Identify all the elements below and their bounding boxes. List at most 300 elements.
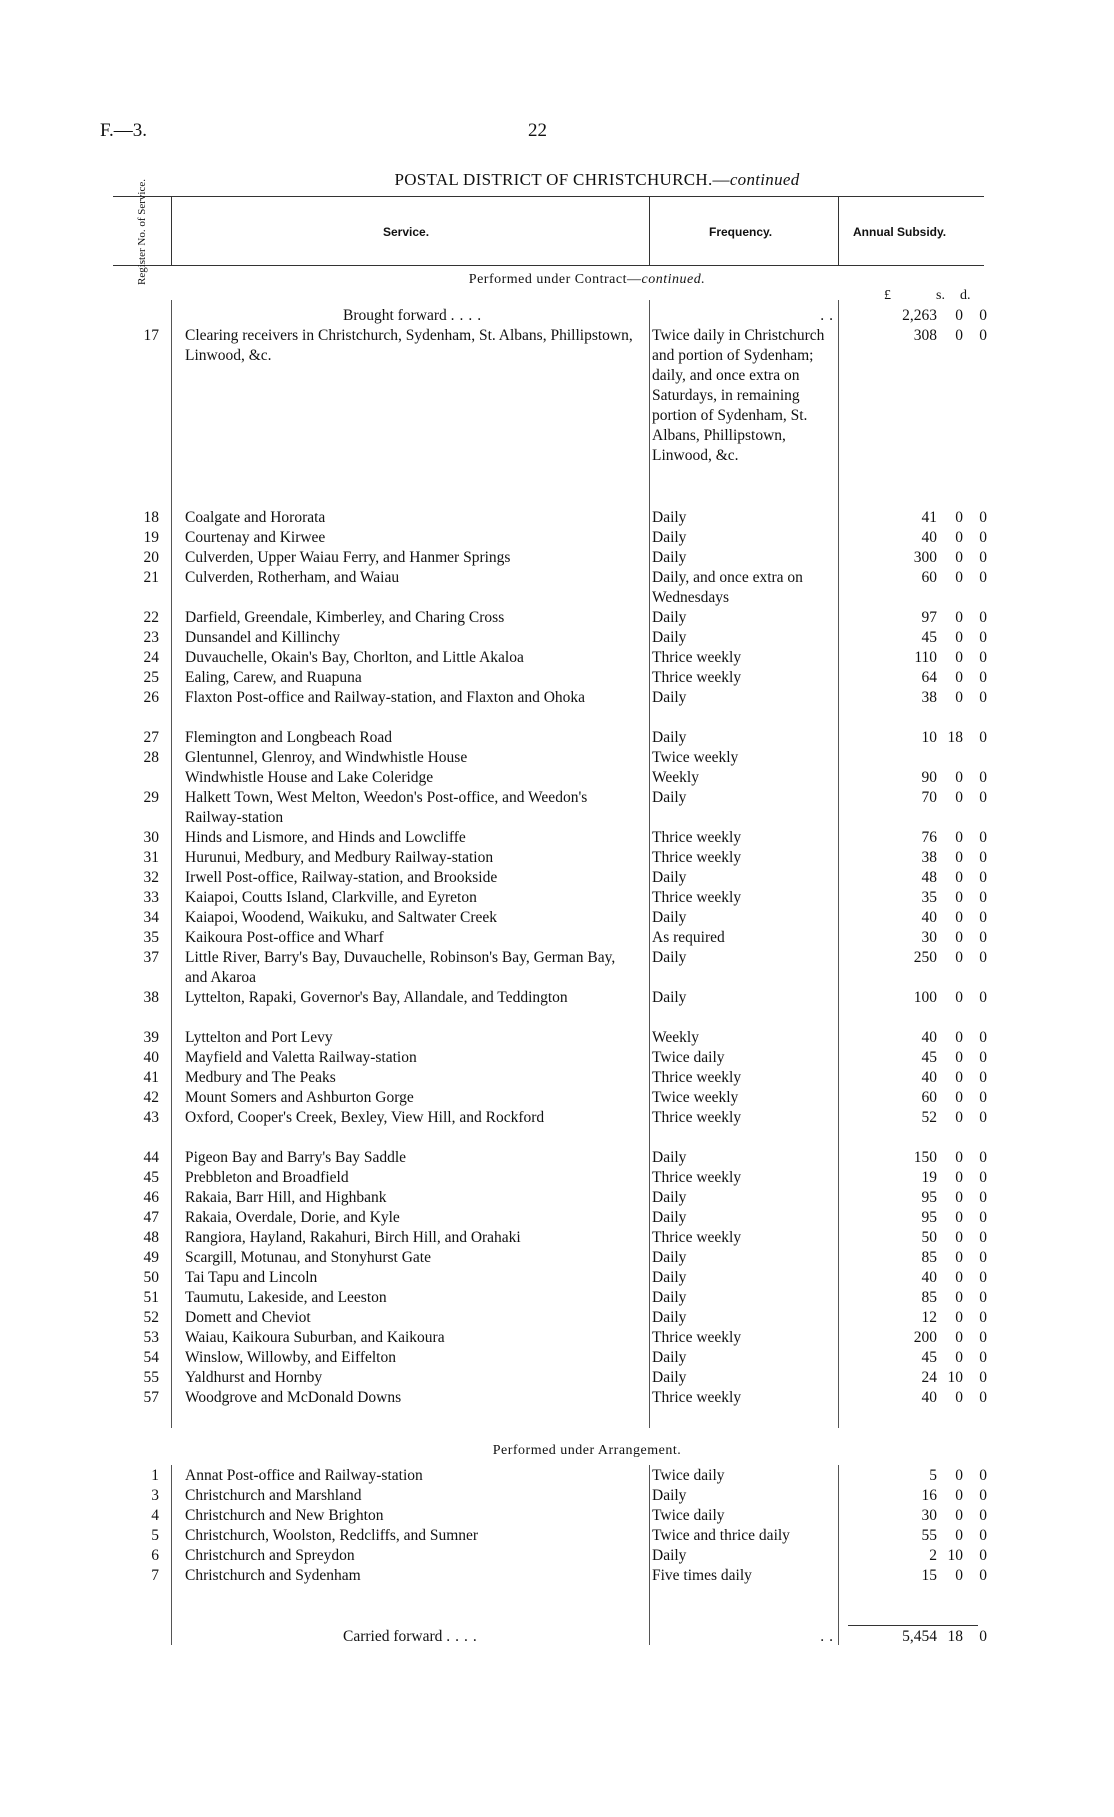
service-cell: Christchurch and Sydenham — [185, 1567, 361, 1584]
subsidy-pence: 0 — [979, 1329, 987, 1346]
subsidy-pounds: 16 — [921, 1487, 937, 1504]
service-cell: Waiau, Kaikoura Suburban, and Kaikoura — [185, 1329, 445, 1346]
subsidy-shillings: 0 — [955, 669, 963, 686]
subsidy-pounds: 64 — [921, 669, 937, 686]
subsidy-pounds: 35 — [921, 889, 937, 906]
carried-forward-shillings: 18 — [947, 1628, 963, 1645]
unit-pounds: £ — [884, 288, 891, 303]
dot-leader: .. — [820, 307, 838, 324]
register-number: 25 — [143, 669, 159, 686]
frequency-cell: Five times daily — [652, 1567, 752, 1584]
unit-shillings: s. — [936, 288, 945, 303]
frequency-cell: Daily — [652, 1309, 687, 1326]
frequency-cell: Twice weekly — [652, 1089, 739, 1106]
subsidy-shillings: 0 — [955, 1229, 963, 1246]
frequency-cell: Daily — [652, 549, 687, 566]
subsidy-shillings: 0 — [955, 1169, 963, 1186]
subsidy-pence: 0 — [979, 689, 987, 706]
subsidy-shillings: 0 — [955, 529, 963, 546]
service-cell: Mayfield and Valetta Railway-station — [185, 1049, 417, 1066]
header-register — [120, 179, 164, 285]
subsidy-pence: 0 — [979, 1369, 987, 1386]
subsidy-pounds: 45 — [921, 1049, 937, 1066]
service-cell: Windwhistle House and Lake Coleridge — [185, 769, 434, 786]
service-cell: Scargill, Motunau, and Stonyhurst Gate — [185, 1249, 431, 1266]
subsidy-pence: 0 — [979, 1169, 987, 1186]
subsidy-pence: 0 — [979, 1349, 987, 1366]
subsidy-pounds: 38 — [921, 689, 937, 706]
header-register-label: Register No. of Service. — [136, 179, 148, 285]
frequency-cell: Thrice weekly — [652, 889, 742, 906]
frequency-cell: Thrice weekly — [652, 1069, 742, 1086]
page-title — [0, 170, 1114, 190]
register-number: 39 — [143, 1029, 159, 1046]
subsidy-pence: 0 — [979, 569, 987, 586]
service-cell: Lyttelton and Port Levy — [185, 1029, 333, 1046]
subsidy-shillings: 0 — [955, 1249, 963, 1266]
register-number: 27 — [143, 729, 159, 746]
register-number: 42 — [143, 1089, 159, 1106]
frequency-cell: Daily — [652, 949, 687, 966]
register-number: 33 — [143, 889, 159, 906]
frequency-cell: Daily — [652, 1249, 687, 1266]
service-cell: Prebbleton and Broadfield — [185, 1169, 349, 1186]
service-cell: Rakaia, Overdale, Dorie, and Kyle — [185, 1209, 400, 1226]
frequency-cell: Daily — [652, 869, 687, 886]
subsidy-pounds: 5 — [929, 1467, 937, 1484]
subsidy-pence: 0 — [979, 909, 987, 926]
register-number: 3 — [151, 1487, 159, 1504]
subsidy-pounds: 60 — [921, 569, 937, 586]
subsidy-pence: 0 — [979, 1049, 987, 1066]
page-number: 22 — [528, 120, 547, 141]
frequency-cell: Twice daily — [652, 1467, 725, 1484]
subsidy-pounds: 95 — [921, 1189, 937, 1206]
subsidy-pence: 0 — [979, 1069, 987, 1086]
service-cell: Irwell Post-office, Railway-station, and Brookside — [185, 869, 498, 886]
frequency-cell: Twice and thrice daily — [652, 1527, 790, 1544]
subsidy-pence: 0 — [979, 789, 987, 806]
subsidy-shillings: 0 — [955, 829, 963, 846]
service-cell: Christchurch and New Brighton — [185, 1507, 384, 1524]
register-number: 24 — [143, 649, 159, 666]
subsidy-shillings: 0 — [955, 327, 963, 344]
frequency-cell: Thrice weekly — [652, 1169, 742, 1186]
service-cell: Glentunnel, Glenroy, and Windwhistle House — [185, 749, 468, 766]
register-number: 47 — [143, 1209, 159, 1226]
brought-forward-label: Brought forward .... — [343, 307, 487, 324]
subsidy-pounds: 38 — [921, 849, 937, 866]
subsidy-shillings: 0 — [955, 909, 963, 926]
subsidy-pence: 0 — [979, 1089, 987, 1106]
subsidy-pounds: 45 — [921, 1349, 937, 1366]
column-rule — [171, 300, 172, 1428]
frequency-cell: Twice daily — [652, 1049, 725, 1066]
frequency-cell: Twice daily — [652, 1507, 725, 1524]
subsidy-shillings: 0 — [955, 1467, 963, 1484]
subsidy-pence: 0 — [979, 869, 987, 886]
frequency-cell: Daily — [652, 529, 687, 546]
brought-forward-pounds: 2,263 — [902, 307, 937, 324]
subsidy-pence: 0 — [979, 1309, 987, 1326]
subsidy-pounds: 24 — [921, 1369, 937, 1386]
section-contract-label: Performed under Contract— — [468, 272, 642, 287]
frequency-cell: Weekly — [652, 769, 699, 786]
frequency-cell: Thrice weekly — [652, 1229, 742, 1246]
column-rule — [838, 300, 839, 1428]
subsidy-pence: 0 — [979, 1029, 987, 1046]
subsidy-pence: 0 — [979, 1567, 987, 1584]
subsidy-shillings: 0 — [955, 929, 963, 946]
subsidy-pence: 0 — [979, 669, 987, 686]
service-cell: Halkett Town, West Melton, Weedon's Post-office, and Weedon's Railway-station — [185, 789, 588, 826]
service-cell: Annat Post-office and Railway-station — [185, 1467, 423, 1484]
subsidy-pounds: 85 — [921, 1249, 937, 1266]
service-cell: Tai Tapu and Lincoln — [185, 1269, 318, 1286]
frequency-cell: Thrice weekly — [652, 1109, 742, 1126]
subsidy-shillings: 0 — [955, 789, 963, 806]
carried-forward-pence: 0 — [979, 1628, 987, 1645]
register-number: 55 — [143, 1369, 159, 1386]
total-rule — [848, 1625, 978, 1626]
service-cell: Hurunui, Medbury, and Medbury Railway-station — [185, 849, 494, 866]
header-service: Service. — [383, 225, 430, 239]
subsidy-pounds: 95 — [921, 1209, 937, 1226]
register-number: 44 — [143, 1149, 159, 1166]
header-frequency: Frequency. — [709, 225, 773, 239]
subsidy-shillings: 0 — [955, 1389, 963, 1406]
frequency-cell: Thrice weekly — [652, 669, 742, 686]
section-contract-continued: continued. — [641, 272, 706, 287]
subsidy-pounds: 40 — [921, 529, 937, 546]
brought-forward-shillings: 0 — [955, 307, 963, 324]
subsidy-pounds: 150 — [913, 1149, 937, 1166]
register-number: 19 — [143, 529, 159, 546]
column-rule — [649, 300, 650, 1428]
subsidy-pounds: 45 — [921, 629, 937, 646]
register-number: 49 — [143, 1249, 159, 1266]
subsidy-pence: 0 — [979, 1527, 987, 1544]
subsidy-shillings: 0 — [955, 609, 963, 626]
service-cell: Kaiapoi, Coutts Island, Clarkville, and Eyreton — [185, 889, 477, 906]
subsidy-pounds: 250 — [913, 949, 937, 966]
subsidy-pence: 0 — [979, 609, 987, 626]
column-rule — [649, 1465, 650, 1645]
subsidy-pence: 0 — [979, 829, 987, 846]
service-cell: Oxford, Cooper's Creek, Bexley, View Hill, and Rockford — [185, 1109, 545, 1126]
register-number: 18 — [143, 509, 159, 526]
subsidy-pence: 0 — [979, 1289, 987, 1306]
column-rule — [838, 1465, 839, 1645]
frequency-cell: Daily — [652, 1209, 687, 1226]
subsidy-pounds: 308 — [913, 327, 937, 344]
register-number: 40 — [143, 1049, 159, 1066]
title-continued: continued — [729, 170, 800, 189]
subsidy-pence: 0 — [979, 729, 987, 746]
subsidy-shillings: 0 — [955, 1069, 963, 1086]
subsidy-pence: 0 — [979, 769, 987, 786]
service-cell: Flaxton Post-office and Railway-station, and Flaxton and Ohoka — [185, 689, 586, 706]
subsidy-shillings: 0 — [955, 1029, 963, 1046]
service-cell: Kaikoura Post-office and Wharf — [185, 929, 384, 946]
subsidy-shillings: 0 — [955, 1309, 963, 1326]
frequency-cell: Daily — [652, 1547, 687, 1564]
subsidy-shillings: 0 — [955, 1189, 963, 1206]
frequency-cell: Daily — [652, 689, 687, 706]
register-number: 34 — [143, 909, 159, 926]
register-number: 20 — [143, 549, 159, 566]
subsidy-pounds: 40 — [921, 909, 937, 926]
subsidy-shillings: 0 — [955, 889, 963, 906]
register-number: 46 — [143, 1189, 159, 1206]
subsidy-shillings: 0 — [955, 509, 963, 526]
register-number: 17 — [143, 327, 159, 344]
carried-forward-label: Carried forward .... — [343, 1628, 482, 1645]
subsidy-pence: 0 — [979, 989, 987, 1006]
register-number: 57 — [143, 1389, 159, 1406]
subsidy-pounds: 30 — [921, 929, 937, 946]
header-divider — [171, 197, 172, 265]
frequency-cell: Daily — [652, 1269, 687, 1286]
register-number: 45 — [143, 1169, 159, 1186]
header-divider — [838, 197, 839, 265]
frequency-cell: Daily — [652, 789, 687, 806]
subsidy-shillings: 0 — [955, 1487, 963, 1504]
subsidy-pounds: 40 — [921, 1029, 937, 1046]
subsidy-pence: 0 — [979, 1209, 987, 1226]
frequency-cell: Daily — [652, 1289, 687, 1306]
frequency-cell: Daily — [652, 1149, 687, 1166]
subsidy-shillings: 0 — [955, 1049, 963, 1066]
subsidy-pounds: 300 — [913, 549, 937, 566]
service-cell: Mount Somers and Ashburton Gorge — [185, 1089, 414, 1106]
service-cell: Winslow, Willowby, and Eiffelton — [185, 1349, 396, 1366]
subsidy-pounds: 48 — [921, 869, 937, 886]
register-number: 26 — [143, 689, 159, 706]
service-cell: Duvauchelle, Okain's Bay, Chorlton, and Little Akaloa — [185, 649, 524, 666]
subsidy-pounds: 41 — [921, 509, 937, 526]
subsidy-pounds: 90 — [921, 769, 937, 786]
subsidy-shillings: 0 — [955, 849, 963, 866]
subsidy-shillings: 10 — [947, 1547, 963, 1564]
subsidy-pence: 0 — [979, 949, 987, 966]
register-number: 35 — [143, 929, 159, 946]
subsidy-shillings: 0 — [955, 949, 963, 966]
subsidy-pounds: 200 — [913, 1329, 937, 1346]
subsidy-pounds: 40 — [921, 1069, 937, 1086]
frequency-cell: Thrice weekly — [652, 649, 742, 666]
subsidy-shillings: 0 — [955, 1349, 963, 1366]
frequency-cell: Daily — [652, 909, 687, 926]
service-cell: Darfield, Greendale, Kimberley, and Charing Cross — [185, 609, 505, 626]
register-number: 31 — [143, 849, 159, 866]
subsidy-pence: 0 — [979, 1149, 987, 1166]
subsidy-shillings: 0 — [955, 569, 963, 586]
subsidy-pence: 0 — [979, 1249, 987, 1266]
carried-forward-pounds: 5,454 — [902, 1628, 937, 1645]
subsidy-pounds: 70 — [921, 789, 937, 806]
service-cell: Medbury and The Peaks — [185, 1069, 336, 1086]
frequency-cell: Daily — [652, 729, 687, 746]
section-contract-heading — [0, 272, 1114, 288]
service-cell: Christchurch and Spreydon — [185, 1547, 355, 1564]
subsidy-shillings: 0 — [955, 1149, 963, 1166]
header-divider — [649, 197, 650, 265]
service-cell: Culverden, Rotherham, and Waiau — [185, 569, 400, 586]
frequency-cell: Daily — [652, 1369, 687, 1386]
header-subsidy: Annual Subsidy. — [853, 225, 947, 239]
service-cell: Culverden, Upper Waiau Ferry, and Hanmer Springs — [185, 549, 511, 566]
subsidy-pence: 0 — [979, 529, 987, 546]
frequency-cell: Twice daily in Christchurch and portion of Sydenham; daily, and once extra on Saturdays, in remaining portion of Sydenham, St. Albans, Phillipstown, Linwood, &c. — [652, 327, 825, 464]
subsidy-pounds: 60 — [921, 1089, 937, 1106]
frequency-cell: Thrice weekly — [652, 849, 742, 866]
subsidy-pence: 0 — [979, 649, 987, 666]
register-number: 53 — [143, 1329, 159, 1346]
subsidy-pence: 0 — [979, 1189, 987, 1206]
service-cell: Courtenay and Kirwee — [185, 529, 326, 546]
subsidy-pounds: 97 — [921, 609, 937, 626]
register-number: 43 — [143, 1109, 159, 1126]
subsidy-shillings: 0 — [955, 649, 963, 666]
subsidy-pence: 0 — [979, 629, 987, 646]
register-number: 30 — [143, 829, 159, 846]
frequency-cell: Daily — [652, 1487, 687, 1504]
service-cell: Yaldhurst and Hornby — [185, 1369, 323, 1386]
subsidy-shillings: 18 — [947, 729, 963, 746]
service-cell: Ealing, Carew, and Ruapuna — [185, 669, 362, 686]
subsidy-shillings: 0 — [955, 869, 963, 886]
service-cell: Flemington and Longbeach Road — [185, 729, 393, 746]
frequency-cell: Thrice weekly — [652, 1329, 742, 1346]
subsidy-pounds: 2 — [929, 1547, 937, 1564]
subsidy-pounds: 15 — [921, 1567, 937, 1584]
title-main: POSTAL DISTRICT OF CHRISTCHURCH.— — [394, 170, 730, 189]
register-number: 21 — [143, 569, 159, 586]
frequency-cell: Daily — [652, 509, 687, 526]
subsidy-pence: 0 — [979, 1467, 987, 1484]
subsidy-pence: 0 — [979, 929, 987, 946]
frequency-cell: Twice weekly — [652, 749, 739, 766]
frequency-cell: Thrice weekly — [652, 1389, 742, 1406]
register-number: 51 — [143, 1289, 159, 1306]
register-number: 37 — [143, 949, 159, 966]
dot-leader: .. — [820, 1628, 838, 1645]
subsidy-shillings: 0 — [955, 1089, 963, 1106]
section-arrangement-heading: Performed under Arrangement. — [492, 1443, 682, 1458]
subsidy-pounds: 85 — [921, 1289, 937, 1306]
subsidy-pence: 0 — [979, 1389, 987, 1406]
service-cell: Clearing receivers in Christchurch, Sydenham, St. Albans, Phillipstown, Linwood, &c. — [185, 327, 633, 364]
service-cell: Pigeon Bay and Barry's Bay Saddle — [185, 1149, 407, 1166]
subsidy-pounds: 30 — [921, 1507, 937, 1524]
subsidy-pounds: 10 — [921, 729, 937, 746]
frequency-cell: Daily — [652, 629, 687, 646]
register-number: 23 — [143, 629, 159, 646]
subsidy-pence: 0 — [979, 1109, 987, 1126]
subsidy-pounds: 110 — [914, 649, 937, 666]
register-number: 48 — [143, 1229, 159, 1246]
register-number: 29 — [143, 789, 159, 806]
subsidy-shillings: 0 — [955, 1209, 963, 1226]
register-number: 28 — [143, 749, 159, 766]
service-cell: Hinds and Lismore, and Hinds and Lowcliffe — [185, 829, 466, 846]
subsidy-pounds: 50 — [921, 1229, 937, 1246]
subsidy-shillings: 0 — [955, 769, 963, 786]
subsidy-shillings: 0 — [955, 1567, 963, 1584]
service-cell: Taumutu, Lakeside, and Leeston — [185, 1289, 387, 1306]
register-number: 7 — [151, 1567, 159, 1584]
subsidy-shillings: 0 — [955, 689, 963, 706]
register-number: 41 — [143, 1069, 159, 1086]
service-cell: Lyttelton, Rapaki, Governor's Bay, Allandale, and Teddington — [185, 989, 568, 1006]
frequency-cell: Weekly — [652, 1029, 699, 1046]
subsidy-pounds: 55 — [921, 1527, 937, 1544]
register-number: 6 — [151, 1547, 159, 1564]
page-reference: F.—3. — [100, 120, 148, 141]
subsidy-pence: 0 — [979, 1269, 987, 1286]
subsidy-pounds: 12 — [921, 1309, 937, 1326]
frequency-cell: Daily — [652, 1189, 687, 1206]
subsidy-shillings: 0 — [955, 1289, 963, 1306]
service-cell: Domett and Cheviot — [185, 1309, 311, 1326]
service-cell: Christchurch, Woolston, Redcliffs, and Sumner — [185, 1527, 479, 1544]
subsidy-pence: 0 — [979, 1487, 987, 1504]
frequency-cell: Daily — [652, 609, 687, 626]
subsidy-pence: 0 — [979, 889, 987, 906]
register-number: 22 — [143, 609, 159, 626]
frequency-cell: Daily — [652, 989, 687, 1006]
subsidy-shillings: 0 — [955, 1109, 963, 1126]
service-cell: Kaiapoi, Woodend, Waikuku, and Saltwater Creek — [185, 909, 498, 926]
register-number: 38 — [143, 989, 159, 1006]
subsidy-shillings: 0 — [955, 1507, 963, 1524]
subsidy-pence: 0 — [979, 327, 987, 344]
service-cell: Woodgrove and McDonald Downs — [185, 1389, 402, 1406]
service-cell: Rangiora, Hayland, Rakahuri, Birch Hill, and Orahaki — [185, 1229, 521, 1246]
frequency-cell: Thrice weekly — [652, 829, 742, 846]
service-cell: Dunsandel and Killinchy — [185, 629, 340, 646]
register-number: 32 — [143, 869, 159, 886]
register-number: 52 — [143, 1309, 159, 1326]
register-number: 54 — [143, 1349, 159, 1366]
brought-forward-pence: 0 — [979, 307, 987, 324]
subsidy-pence: 0 — [979, 1229, 987, 1246]
subsidy-shillings: 0 — [955, 1269, 963, 1286]
subsidy-shillings: 0 — [955, 1329, 963, 1346]
subsidy-shillings: 0 — [955, 629, 963, 646]
subsidy-pence: 0 — [979, 849, 987, 866]
subsidy-pence: 0 — [979, 1507, 987, 1524]
subsidy-pounds: 40 — [921, 1389, 937, 1406]
service-cell: Little River, Barry's Bay, Duvauchelle, Robinson's Bay, German Bay, and Akaroa — [185, 949, 616, 986]
frequency-cell: As required — [652, 929, 725, 946]
subsidy-pence: 0 — [979, 509, 987, 526]
service-cell: Coalgate and Hororata — [185, 509, 326, 526]
register-number: 5 — [151, 1527, 159, 1544]
unit-pence: d. — [960, 288, 971, 303]
subsidy-pounds: 76 — [921, 829, 937, 846]
register-number: 4 — [151, 1507, 159, 1524]
frequency-cell: Daily — [652, 1349, 687, 1366]
subsidy-pence: 0 — [979, 1547, 987, 1564]
subsidy-pounds: 19 — [921, 1169, 937, 1186]
service-cell: Rakaia, Barr Hill, and Highbank — [185, 1189, 387, 1206]
column-rule — [171, 1465, 172, 1645]
subsidy-shillings: 0 — [955, 1527, 963, 1544]
subsidy-shillings: 0 — [955, 549, 963, 566]
subsidy-shillings: 0 — [955, 989, 963, 1006]
